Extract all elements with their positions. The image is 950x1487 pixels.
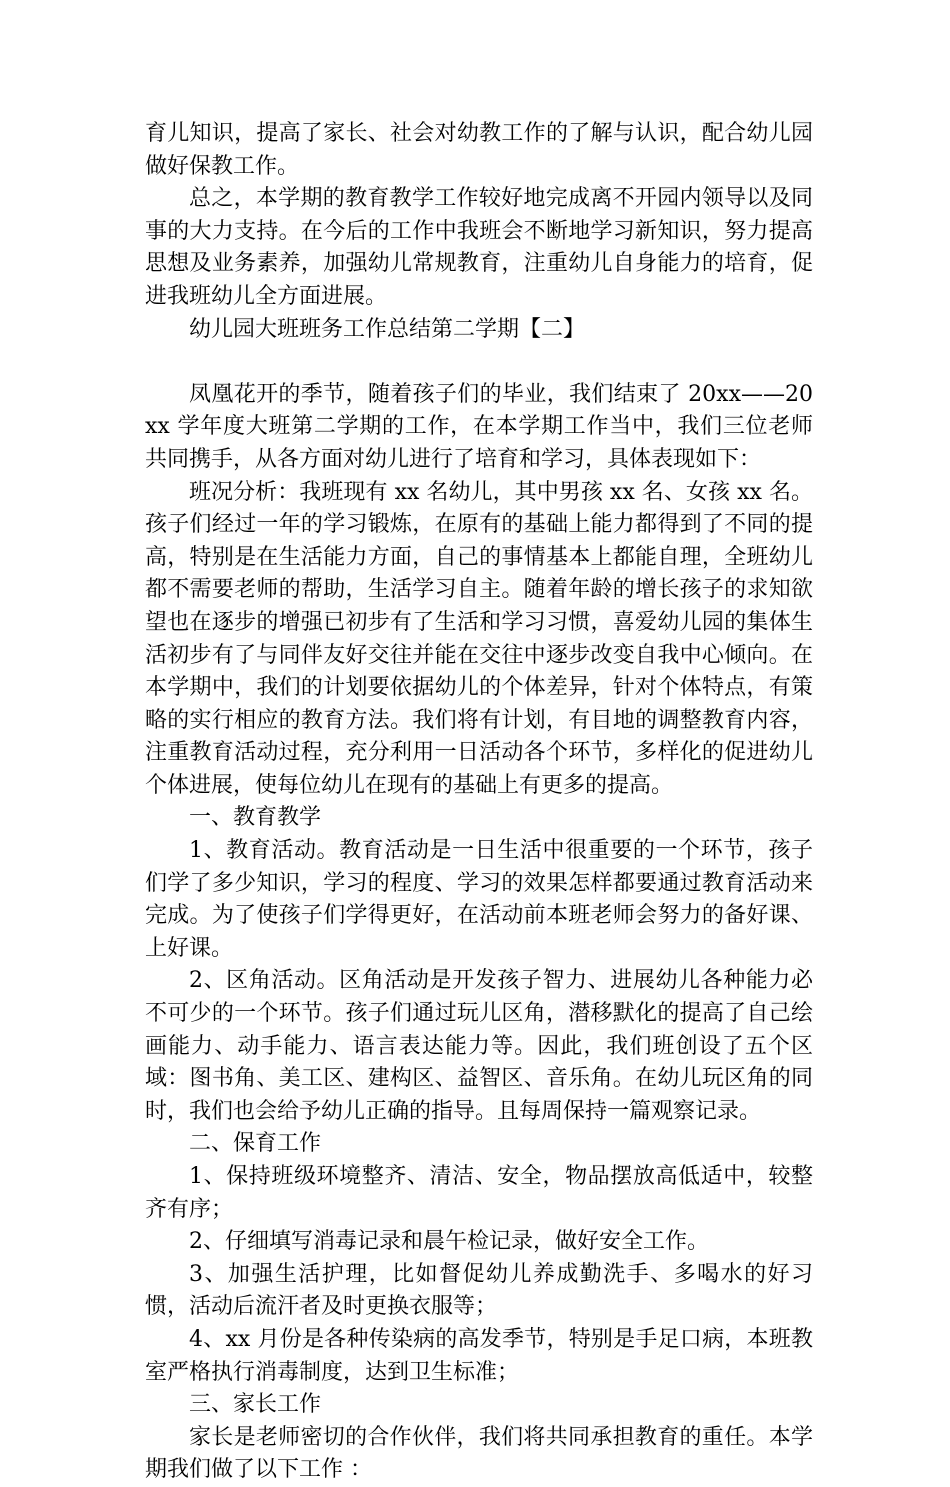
- paragraph-parent-work: 家长是老师密切的合作伙伴，我们将共同承担教育的重任。本学期我们做了以下工作 ：: [145, 1424, 813, 1483]
- paragraph-care-item-4: 4、xx 月份是各种传染病的高发季节，特别是手足口病，本班教室严格执行消毒制度，达到卫生标准；: [145, 1326, 813, 1385]
- heading-parent-work: 三、家长工作: [189, 1392, 322, 1418]
- paragraph-care-item-1: 1、保持班级环境整齐、清洁、安全，物品摆放高低适中，较整齐有序；: [145, 1164, 813, 1222]
- paragraph-opening: 凤凰花开的季节，随着孩子们的毕业，我们结束了 20xx——20xx 学年度大班第二学期的工作，在本学期工作当中，我们三位老师共同携手，从各方面对幼儿进行了培育和学习，具体表现如下：: [145, 381, 813, 472]
- heading-education-teaching: 一、教育教学: [189, 805, 322, 831]
- paragraph-care-item-2: 2、仔细填写消毒记录和晨午检记录，做好安全工作。: [189, 1229, 709, 1255]
- paragraph-education-activity: 1、教育活动。教育活动是一日生活中很重要的一个环节，孩子们学了多少知识，学习的程度、学习的效果怎样都要通过教育活动来完成。为了使孩子们学得更好，在活动前本班老师会努力的备好课、上好课。: [145, 838, 813, 961]
- document-page: [145, 118, 813, 1487]
- section-title: 幼儿园大班班务工作总结第二学期【二】: [189, 316, 586, 342]
- blank-line: [145, 346, 813, 379]
- paragraph-corner-activity: 2、区角活动。区角活动是开发孩子智力、进展幼儿各种能力必不可少的一个环节。孩子们通过玩儿区角，潜移默化的提高了自己绘画能力、动手能力、语言表达能力等。因此，我们班创设了五个区域：图书角、美工区、建构区、益智区、音乐角。在幼儿玩区角的同时，我们也会给予幼儿正确的指导。且每周保持一篇观察记录。: [145, 968, 813, 1124]
- paragraph-summary: 总之，本学期的教育教学工作较好地完成离不开园内领导以及同事的大力支持。在今后的工作中我班会不断地学习新知识，努力提高思想及业务素养，加强幼儿常规教育，注重幼儿自身能力的培育，促进我班幼儿全方面进展。: [145, 186, 813, 309]
- paragraph-care-item-3: 3、加强生活护理，比如督促幼儿养成勤洗手、多喝水的好习惯，活动后流汗者及时更换衣服等；: [145, 1261, 813, 1320]
- heading-care-work: 二、保育工作: [189, 1131, 322, 1157]
- paragraph-class-analysis: 班况分析：我班现有 xx 名幼儿，其中男孩 xx 名、女孩 xx 名。孩子们经过一年的学习锻炼，在原有的基础上能力都得到了不同的提高，特别是在生活能力方面，自己的事情基本上都能自理，全班幼儿都不需要老师的帮助，生活学习自主。随着年龄的增长孩子的求知欲望也在逐步的增强已初步有了生活和学习习惯，喜爱幼儿园的集体生活初步有了与同伴友好交往并能在交往中逐步改变自我中心倾向。在本学期中，我们的计划要依据幼儿的个体差异，针对个体特点，有策略的实行相应的教育方法。我们将有计划，有目地的调整教育内容，注重教育活动过程，充分利用一日活动各个环节，多样化的促进幼儿个体进展，使每位幼儿在现有的基础上有更多的提高。: [145, 479, 813, 798]
- paragraph-intro-continuation: 育儿知识，提高了家长、社会对幼教工作的了解与认识，配合幼儿园做好保教工作。: [145, 121, 813, 179]
